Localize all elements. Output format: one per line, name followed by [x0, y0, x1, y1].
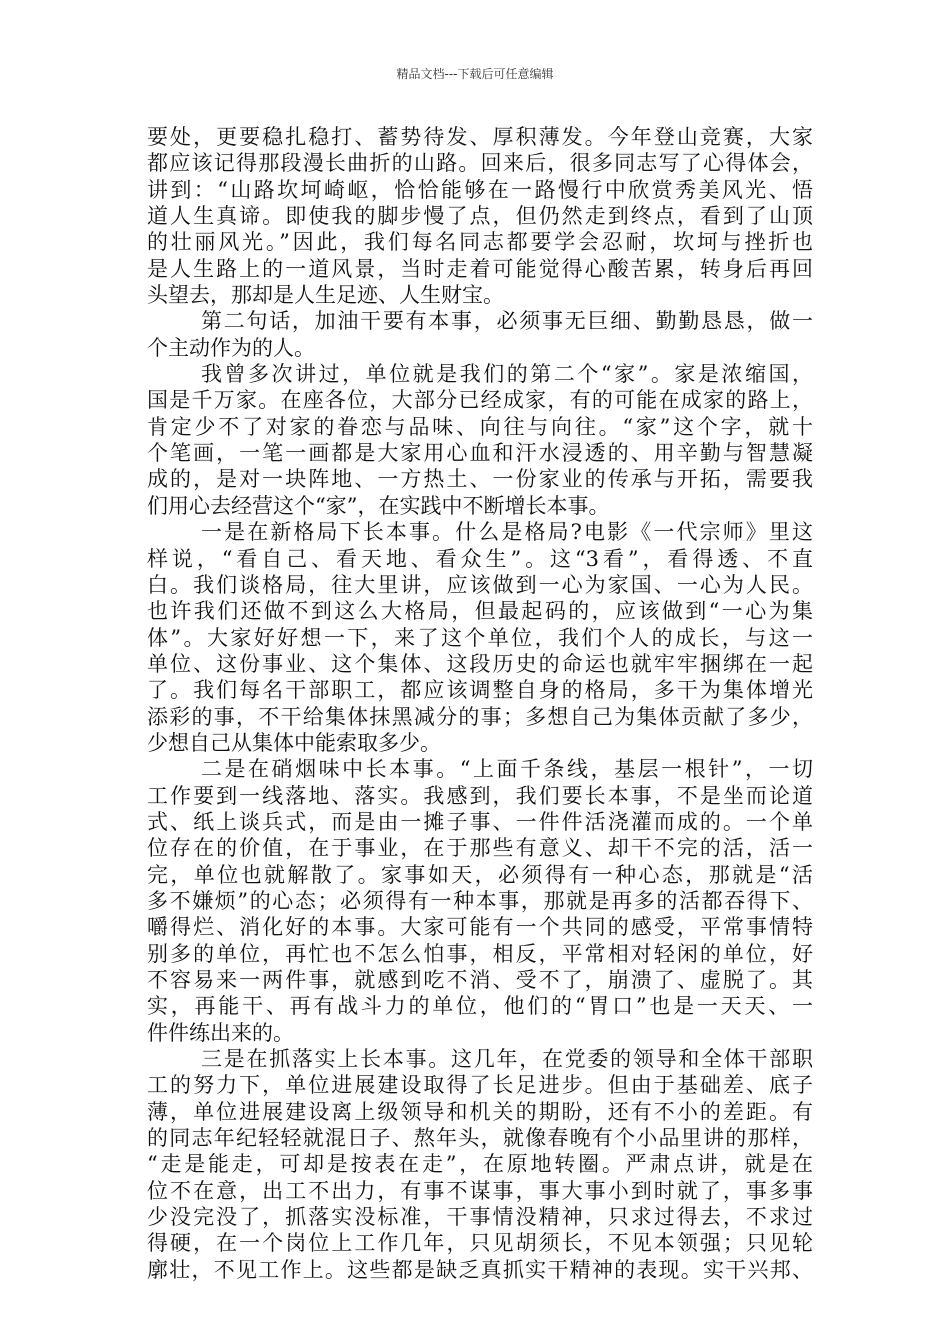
- text-line: 也许我们还做不到这么大格局，但最起码的，应该做到“一心为集: [147, 599, 813, 624]
- text-line: 讲到：“山路坎坷崎岖，恰恰能够在一路慢行中欣赏秀美风光、悟: [147, 177, 813, 202]
- text-line: 工的努力下，单位进展建设取得了长足进步。但由于基础差、底子: [147, 1073, 813, 1098]
- text-line: 件件练出来的。: [147, 1020, 294, 1045]
- text-line: 添彩的事，不干给集体抹黑减分的事；多想自己为集体贡献了多少，: [147, 704, 813, 729]
- text-line: 少想自己从集体中能索取多少。: [147, 730, 441, 755]
- text-line: 式、纸上谈兵式，而是由一摊子事、一件件活浇灌而成的。一个单: [147, 809, 813, 834]
- text-line: 个笔画，一笔一画都是大家用心血和汗水浸透的、用辛勤与智慧凝: [147, 441, 813, 466]
- text-line: 头望去，那却是人生足迹、人生财宝。: [147, 283, 504, 308]
- text-line: 是人生路上的一道风景，当时走着可能觉得心酸苦累，转身后再回: [147, 256, 813, 281]
- text-line: 要处，更要稳扎稳打、蓄势待发、厚积薄发。今年登山竞赛，大家: [147, 125, 813, 149]
- text-line: 别多的单位，再忙也不怎么怕事，相反，平常相对轻闲的单位，好: [147, 941, 813, 966]
- text-line: 第二句话，加油干要有本事，必须事无巨细、勤勤恳恳，做一: [201, 309, 813, 334]
- text-line: 多不嫌烦”的心态；必须得有一种本事，那就是再多的活都吞得下、: [147, 888, 813, 913]
- text-line: 廓壮，不见工作上。这些都是缺乏真抓实干精神的表现。实干兴邦、: [147, 1257, 813, 1282]
- text-line: 少没完没了，抓落实没标准，干事情没精神，只求过得去，不求过: [147, 1205, 813, 1230]
- text-line: 嚼得烂、消化好的本事。大家可能有一个共同的感受，平常事情特: [147, 915, 813, 940]
- text-line: 位不在意，出工不出力，有事不谋事，事大事小到时就了，事多事: [147, 1178, 813, 1203]
- text-line: 肯定少不了对家的眷恋与品味、向往与向往。“家”这个字，就十: [147, 414, 813, 439]
- text-line: 单位、这份事业、这个集体、这段历史的命运也就牢牢捆绑在一起: [147, 651, 813, 676]
- text-line: 白。我们谈格局，往大里讲，应该做到一心为家国、一心为人民。: [147, 572, 813, 597]
- text-line: 工作要到一线落地、落实。我感到，我们要长本事，不是坐而论道: [147, 783, 813, 808]
- text-line: 都应该记得那段漫长曲折的山路。回来后，很多同志写了心得体会，: [147, 151, 813, 176]
- text-line: 实，再能干、再有战斗力的单位，他们的“胃口”也是一天天、一: [147, 994, 813, 1019]
- text-line: 一是在新格局下长本事。什么是格局?电影《一代宗师》里这: [201, 520, 813, 545]
- text-line: 个主动作为的人。: [147, 335, 315, 360]
- text-line: 的同志年纪轻轻就混日子、熬年头，就像春晚有个小品里讲的那样，: [147, 1126, 813, 1151]
- text-line: 位存在的价值，在于事业，在于那些有意义、却干不完的活，活一: [147, 836, 813, 861]
- text-line: 们用心去经营这个“家”，在实践中不断增长本事。: [147, 493, 610, 518]
- text-line: 体”。大家好好想一下，来了这个单位，我们个人的成长，与这一: [147, 625, 813, 650]
- document-body: [147, 124, 813, 1283]
- page-header: 精品文档---下载后可任意编辑: [396, 67, 554, 81]
- text-line: 道人生真谛。即使我的脚步慢了点，但仍然走到终点，看到了山顶: [147, 204, 813, 229]
- text-line: 薄，单位进展建设离上级领导和机关的期盼，还有不小的差距。有: [147, 1099, 813, 1124]
- text-line: 三是在抓落实上长本事。这几年，在党委的领导和全体干部职: [201, 1047, 813, 1072]
- text-line: 二是在硝烟味中长本事。“上面千条线，基层一根针”，一切: [201, 757, 813, 782]
- text-line: 国是千万家。在座各位，大部分已经成家，有的可能在成家的路上，: [147, 388, 813, 413]
- text-line: 样说，“看自己、看天地、看众生”。这“3看”，看得透、不直: [147, 546, 813, 571]
- text-line: 不容易来一两件事，就感到吃不消、受不了，崩溃了、虚脱了。其: [147, 968, 813, 992]
- text-line: “走是能走，可却是按表在走”，在原地转圈。严肃点讲，就是在: [147, 1152, 813, 1177]
- text-line: 的壮丽风光。”因此，我们每名同志都要学会忍耐，坎坷与挫折也: [147, 230, 813, 255]
- text-line: 得硬，在一个岗位上工作几年，只见胡须长，不见本领强；只见轮: [147, 1231, 813, 1256]
- text-line: 我曾多次讲过，单位就是我们的第二个“家”。家是浓缩国，: [201, 362, 813, 387]
- text-line: 了。我们每名干部职工，都应该调整自身的格局，多干为集体增光: [147, 678, 813, 703]
- text-line: 成的，是对一块阵地、一方热土、一份家业的传承与开拓，需要我: [147, 467, 813, 492]
- text-line: 完，单位也就解散了。家事如天，必须得有一种心态，那就是“活: [147, 862, 813, 887]
